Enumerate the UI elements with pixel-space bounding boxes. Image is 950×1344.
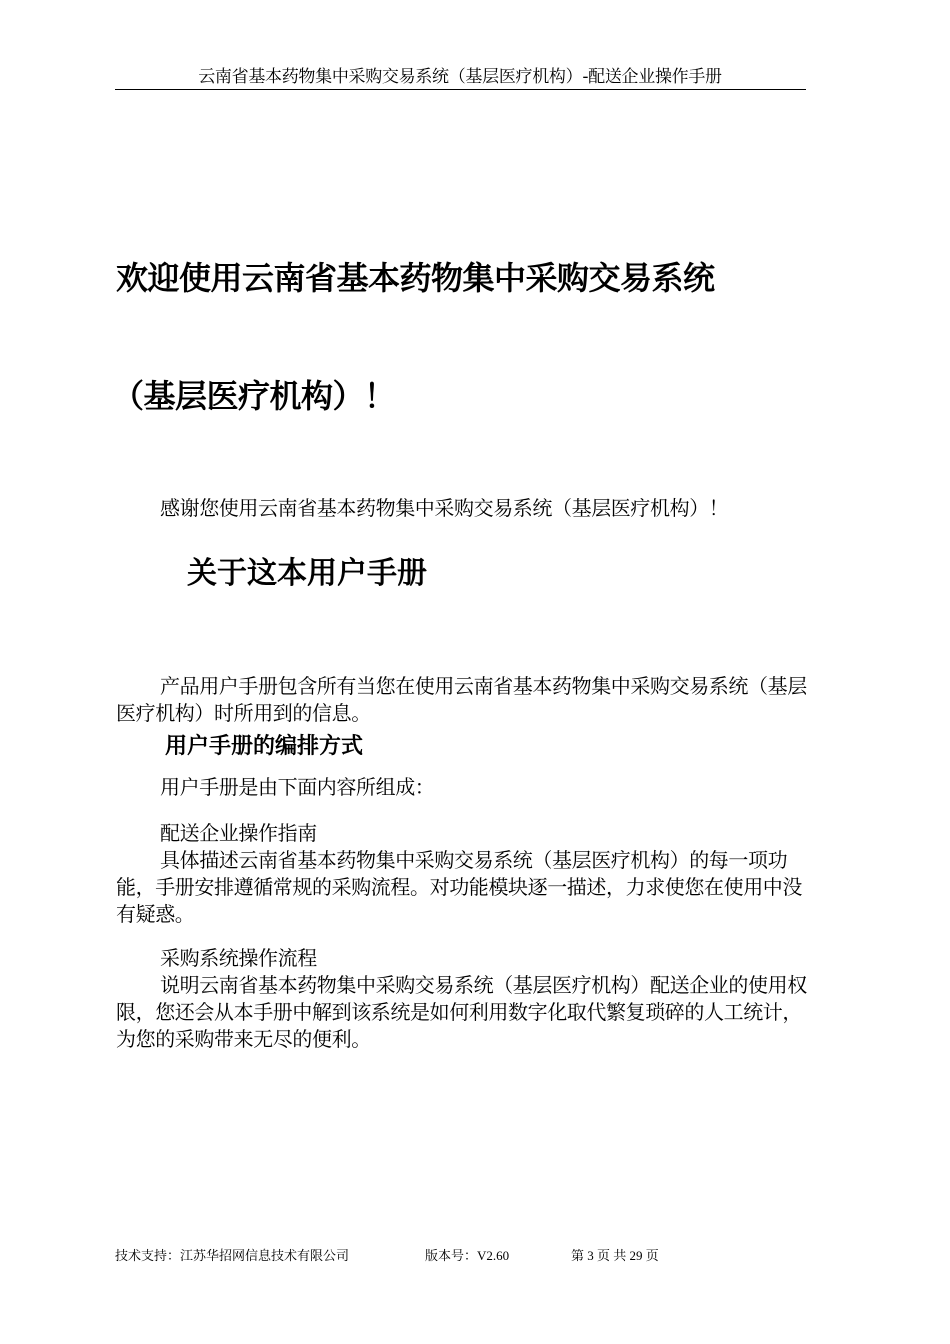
guide-item-description: 具体描述云南省基本药物集中采购交易系统（基层医疗机构）的每一项功能，手册安排遵循常规的采购流程。对功能模块逐一描述，力求使您在使用中没有疑惑。 — [116, 848, 802, 926]
flow-item-description: 说明云南省基本药物集中采购交易系统（基层医疗机构）配送企业的使用权限，您还会从本手册中解到该系统是如何利用数字化取代繁复琐碎的人工统计，为您的采购带来无尽的便利。 — [116, 973, 807, 1051]
page-header-title: 云南省基本药物集中采购交易系统（基层医疗机构）-配送企业操作手册 — [198, 67, 722, 87]
subheading-organization: 用户手册的编排方式 — [165, 734, 364, 759]
footer-version: 版本号：V2.60 — [425, 1248, 510, 1263]
footer-support: 技术支持：江苏华招网信息技术有限公司 — [115, 1248, 350, 1263]
welcome-title-line-2: （基层医疗机构）！ — [112, 377, 396, 415]
flow-item-title: 采购系统操作流程 — [160, 946, 317, 970]
header-divider — [115, 89, 806, 90]
guide-item-title: 配送企业操作指南 — [160, 821, 317, 845]
thanks-paragraph: 感谢您使用云南省基本药物集中采购交易系统（基层医疗机构）！ — [160, 496, 729, 520]
intro-paragraph: 产品用户手册包含所有当您在使用云南省基本药物集中采购交易系统（基层医疗机构）时所用到的信息。 — [116, 674, 807, 725]
composition-paragraph: 用户手册是由下面内容所组成： — [160, 775, 435, 799]
welcome-title-line-1: 欢迎使用云南省基本药物集中采购交易系统 — [116, 259, 715, 297]
section-title: 关于这本用户手册 — [187, 556, 427, 591]
footer-page-number: 第 3 页 共 29 页 — [571, 1248, 659, 1263]
